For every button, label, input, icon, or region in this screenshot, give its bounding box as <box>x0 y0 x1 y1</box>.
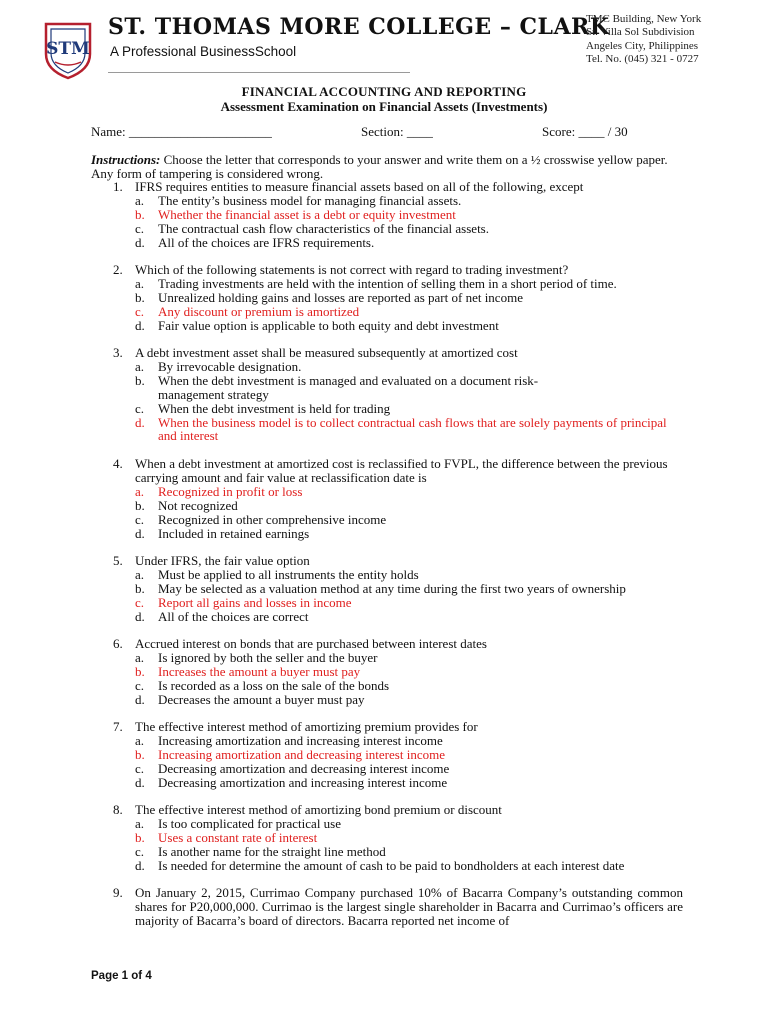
tagline: A Professional BusinessSchool <box>110 44 297 59</box>
college-name: ST. THOMAS MORE COLLEGE – CLARK <box>108 14 610 40</box>
choice-a <box>91 194 683 208</box>
instructions-text: Choose the letter that corresponds to your answer and write them on a ½ crosswise yellow paper. Any form of tampering is considered wrong. <box>91 152 668 181</box>
choice-text: Is ignored by both the seller and the buyer <box>158 649 378 665</box>
choice-a-answer <box>91 485 683 499</box>
choice-letter: c. <box>135 511 145 527</box>
choice-a <box>91 734 683 748</box>
choice-letter: d. <box>135 317 145 333</box>
question-stem: The effective interest method of amortizing bond premium or discount <box>135 802 502 817</box>
choice-letter: d. <box>135 691 145 707</box>
logo-letters: STM <box>46 39 90 59</box>
question-6 <box>91 637 683 707</box>
question-number: 5. <box>113 553 123 568</box>
choice-letter: b. <box>135 663 145 679</box>
choice-text: Uses a constant rate of interest <box>158 829 318 845</box>
question-stem: The effective interest method of amortizing premium provides for <box>135 719 478 734</box>
choice-d <box>91 319 683 333</box>
choice-c <box>91 845 683 859</box>
choice-letter: b. <box>135 289 145 305</box>
address-line: TMC Building, New York <box>586 13 702 25</box>
choice-letter: c. <box>135 220 145 236</box>
choice-text: Not recognized <box>158 497 238 513</box>
choice-text: By irrevocable designation. <box>158 358 302 374</box>
choice-letter: d. <box>135 525 145 541</box>
choice-c-answer <box>91 305 683 319</box>
choice-letter: c. <box>135 677 145 693</box>
exam-subtitle: Assessment Examination on Financial Assets (Investments) <box>220 99 548 114</box>
choice-letter: b. <box>135 580 145 596</box>
choice-letter: a. <box>135 815 145 831</box>
choice-letter: d. <box>135 608 145 624</box>
question-2 <box>91 263 683 333</box>
question-number: 3. <box>113 345 123 360</box>
choice-text: Any discount or premium is amortized <box>158 303 360 319</box>
choice-text: The entity’s business model for managing financial assets. <box>158 192 462 208</box>
choice-letter: b. <box>135 372 145 388</box>
choice-text: Increasing amortization and increasing interest income <box>158 732 443 748</box>
choice-d <box>91 693 683 707</box>
instructions <box>91 153 681 181</box>
choice-d <box>91 776 683 790</box>
choice-c <box>91 679 683 693</box>
address-line: St. Villa Sol Subdivision <box>586 26 695 39</box>
choice-b <box>91 291 683 305</box>
choice-text: Whether the financial asset is a debt or equity investment <box>158 206 456 222</box>
question-stem: IFRS requires entities to measure financial assets based on all of the following, except <box>135 179 584 194</box>
choice-letter: c. <box>135 760 145 776</box>
choice-text: Increasing amortization and decreasing interest income <box>158 746 445 762</box>
choice-d <box>91 236 683 250</box>
question-number: 7. <box>113 719 123 734</box>
name-field: Name: ______________________ <box>91 124 272 139</box>
question-7 <box>91 720 683 790</box>
school-address <box>586 13 701 67</box>
choice-a <box>91 651 683 665</box>
choice-text: All of the choices are IFRS requirements. <box>158 234 375 250</box>
choice-letter: a. <box>135 566 145 582</box>
choice-text: The contractual cash flow characteristics of the financial assets. <box>158 220 489 236</box>
question-number: 6. <box>113 636 123 651</box>
question-number: 9. <box>113 885 123 900</box>
question-number: 4. <box>113 456 123 471</box>
choice-text: Decreases the amount a buyer must pay <box>158 691 365 707</box>
choice-letter: c. <box>135 594 145 610</box>
exam-title: FINANCIAL ACCOUNTING AND REPORTING <box>241 84 527 99</box>
choice-text: Decreasing amortization and decreasing interest income <box>158 760 450 776</box>
choice-d-answer <box>91 416 683 444</box>
choice-d <box>91 859 683 873</box>
choice-text: Decreasing amortization and increasing interest income <box>158 774 448 790</box>
choice-text: May be selected as a valuation method at any time during the first two years of ownership <box>158 580 626 596</box>
choice-a <box>91 568 683 582</box>
choice-text: Increases the amount a buyer must pay <box>158 663 361 679</box>
choice-text: Fair value option is applicable to both equity and debt investment <box>158 317 499 333</box>
choice-text: When the business model is to collect contractual cash flows that are solely payments of principal and interest <box>158 414 667 444</box>
page-number: Page 1 of 4 <box>91 970 152 982</box>
choice-b-answer <box>91 748 683 762</box>
instructions-label: Instructions: <box>91 152 161 167</box>
choice-text: Must be applied to all instruments the entity holds <box>158 566 419 582</box>
choice-letter: d. <box>135 774 145 790</box>
choice-c <box>91 762 683 776</box>
choice-text: Is recorded as a loss on the sale of the bonds <box>158 677 390 693</box>
question-8 <box>91 803 683 873</box>
score-field: Score: ____ / 30 <box>542 124 628 139</box>
choice-d <box>91 610 683 624</box>
choice-letter: c. <box>135 303 145 319</box>
choice-text: When the debt investment is managed and evaluated on a document risk-management strategy <box>158 372 539 402</box>
question-stem: A debt investment asset shall be measured subsequently at amortized cost <box>135 345 518 360</box>
choice-text: Trading investments are held with the intention of selling them in a short period of time. <box>158 275 617 291</box>
choice-letter: c. <box>135 843 145 859</box>
choice-c <box>91 402 683 416</box>
question-number: 8. <box>113 802 123 817</box>
choice-c <box>91 513 683 527</box>
choice-letter: d. <box>135 414 145 430</box>
address-line: Angeles City, Philippines <box>586 39 699 52</box>
choice-text: Recognized in profit or loss <box>158 483 303 499</box>
choice-letter: b. <box>135 746 145 762</box>
question-4 <box>91 457 683 540</box>
question-3 <box>91 346 683 443</box>
section-field: Section: ____ <box>361 124 433 139</box>
question-1 <box>91 180 683 250</box>
choice-a <box>91 817 683 831</box>
question-5 <box>91 554 683 624</box>
question-9 <box>91 886 683 928</box>
question-stem: Under IFRS, the fair value option <box>135 553 310 568</box>
choice-c-answer <box>91 596 683 610</box>
choice-text: Is too complicated for practical use <box>158 815 342 831</box>
choice-text: All of the choices are correct <box>158 608 309 624</box>
question-number: 1. <box>113 179 123 194</box>
choice-b-answer <box>91 831 683 845</box>
choice-letter: a. <box>135 358 145 374</box>
choice-letter: c. <box>135 400 145 416</box>
choice-letter: b. <box>135 829 145 845</box>
choice-b <box>91 499 683 513</box>
choice-c <box>91 222 683 236</box>
choice-text: Is another name for the straight line method <box>158 843 386 859</box>
address-phone: Tel. No. (045) 321 - 0727 <box>586 53 699 66</box>
choice-letter: a. <box>135 483 145 499</box>
choice-text: Report all gains and losses in income <box>158 594 352 610</box>
choice-b-answer <box>91 665 683 679</box>
choice-text: Recognized in other comprehensive income <box>158 511 387 527</box>
question-stem: Which of the following statements is not correct with regard to trading investment? <box>135 262 569 277</box>
choice-letter: a. <box>135 649 145 665</box>
question-stem: Accrued interest on bonds that are purchased between interest dates <box>135 636 487 651</box>
header-divider <box>108 72 410 73</box>
choice-d <box>91 527 683 541</box>
choice-text: Included in retained earnings <box>158 525 310 541</box>
choice-a <box>91 277 683 291</box>
choice-letter: d. <box>135 857 145 873</box>
choice-letter: a. <box>135 732 145 748</box>
choice-letter: d. <box>135 234 145 250</box>
choice-b <box>91 374 683 402</box>
choice-letter: a. <box>135 192 145 208</box>
college-crest-logo <box>42 20 94 80</box>
choice-text: Unrealized holding gains and losses are reported as part of net income <box>158 289 523 305</box>
choice-letter: b. <box>135 497 145 513</box>
choice-b-answer <box>91 208 683 222</box>
question-number: 2. <box>113 262 123 277</box>
question-stem: When a debt investment at amortized cost is reclassified to FVPL, the difference between the previous carrying amount and fair value at reclassification date is <box>135 456 668 485</box>
choice-letter: a. <box>135 275 145 291</box>
choice-a <box>91 360 683 374</box>
choice-text: Is needed for determine the amount of cash to be paid to bondholders at each interest date <box>158 857 625 873</box>
question-stem: On January 2, 2015, Currimao Company purchased 10% of Bacarra Company’s outstanding common shares for P20,000,000. Currimao is the largest single shareholder in Bacarra and Currimao’s officers are majority of Bacarra’s board of directors. Bacarra reported net income of <box>135 885 683 928</box>
choice-b <box>91 582 683 596</box>
choice-text: When the debt investment is held for trading <box>158 400 391 416</box>
choice-letter: b. <box>135 206 145 222</box>
